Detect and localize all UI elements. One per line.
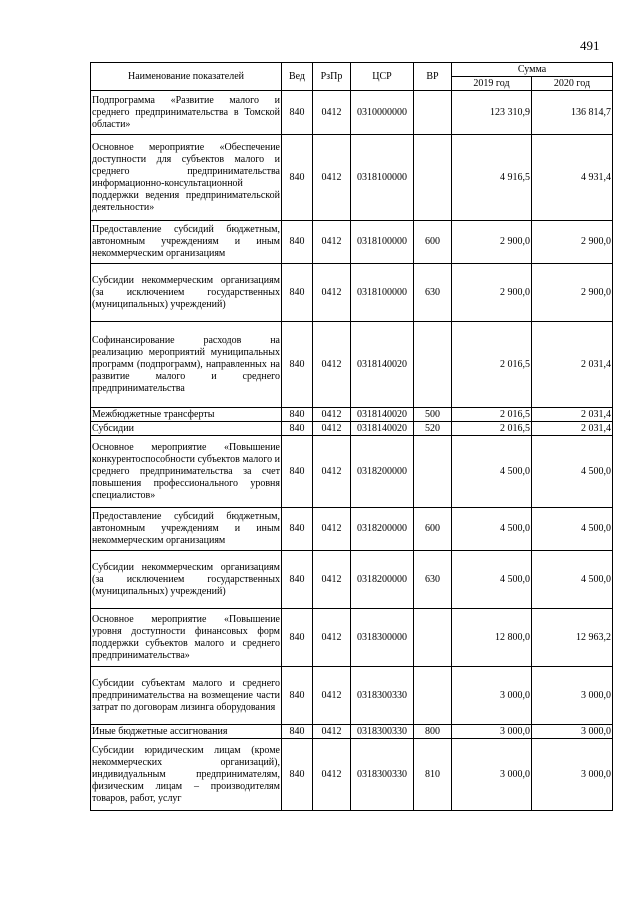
row-rzpr: 0412 <box>313 135 351 221</box>
row-ved: 840 <box>282 508 313 551</box>
table-row <box>91 221 613 264</box>
row-amount-2020: 4 931,4 <box>532 135 613 221</box>
table-row <box>91 436 613 508</box>
table-row <box>91 551 613 609</box>
row-rzpr: 0412 <box>313 551 351 609</box>
row-rzpr: 0412 <box>313 508 351 551</box>
row-amount-2020: 4 500,0 <box>532 436 613 508</box>
table-row <box>91 422 613 436</box>
row-csr: 0318140020 <box>351 322 414 408</box>
table-row <box>91 264 613 322</box>
table-row <box>91 725 613 739</box>
table-row <box>91 739 613 811</box>
row-amount-2019: 3 000,0 <box>452 739 532 811</box>
header-rzpr: РзПр <box>313 63 351 91</box>
header-2019: 2019 год <box>452 77 532 91</box>
row-csr: 0318300330 <box>351 739 414 811</box>
row-vr <box>414 91 452 135</box>
row-rzpr: 0412 <box>313 739 351 811</box>
row-rzpr: 0412 <box>313 91 351 135</box>
row-amount-2020: 3 000,0 <box>532 739 613 811</box>
row-vr: 800 <box>414 725 452 739</box>
table-row <box>91 408 613 422</box>
row-amount-2019: 2 016,5 <box>452 422 532 436</box>
row-name: Межбюджетные трансферты <box>91 408 282 422</box>
row-name: Основное мероприятие «Повышение конкурентоспособности субъектов малого и среднего предпринимательства за счет повышения профессионального уровня специалистов» <box>91 436 282 508</box>
row-amount-2019: 4 500,0 <box>452 508 532 551</box>
row-ved: 840 <box>282 221 313 264</box>
row-ved: 840 <box>282 667 313 725</box>
row-amount-2019: 4 500,0 <box>452 551 532 609</box>
row-vr <box>414 135 452 221</box>
row-rzpr: 0412 <box>313 609 351 667</box>
row-csr: 0318300330 <box>351 725 414 739</box>
row-csr: 0318100000 <box>351 264 414 322</box>
row-vr: 600 <box>414 221 452 264</box>
row-vr: 630 <box>414 551 452 609</box>
row-amount-2019: 2 900,0 <box>452 264 532 322</box>
row-name: Основное мероприятие «Повышение уровня доступности финансовых форм поддержки субъектов малого и среднего предпринимательства» <box>91 609 282 667</box>
row-amount-2019: 3 000,0 <box>452 725 532 739</box>
table-row <box>91 508 613 551</box>
row-amount-2019: 2 016,5 <box>452 322 532 408</box>
row-vr <box>414 609 452 667</box>
row-amount-2020: 2 900,0 <box>532 264 613 322</box>
row-amount-2020: 2 900,0 <box>532 221 613 264</box>
row-ved: 840 <box>282 422 313 436</box>
header-2020: 2020 год <box>532 77 613 91</box>
row-csr: 0310000000 <box>351 91 414 135</box>
row-rzpr: 0412 <box>313 221 351 264</box>
row-ved: 840 <box>282 436 313 508</box>
row-csr: 0318300330 <box>351 667 414 725</box>
row-amount-2020: 136 814,7 <box>532 91 613 135</box>
row-amount-2020: 4 500,0 <box>532 551 613 609</box>
budget-table <box>90 62 613 811</box>
row-name: Предоставление субсидий бюджетным, автономным учреждениям и иным некоммерческим организациям <box>91 221 282 264</box>
header-ved: Вед <box>282 63 313 91</box>
row-vr: 600 <box>414 508 452 551</box>
page-number: 491 <box>580 38 600 53</box>
row-name: Субсидии юридическим лицам (кроме некоммерческих организаций), индивидуальным предпринимателям, физическим лицам – производителям товаров, работ, услуг <box>91 739 282 811</box>
row-ved: 840 <box>282 739 313 811</box>
row-amount-2019: 2 016,5 <box>452 408 532 422</box>
table-body <box>91 91 613 811</box>
header-name: Наименование показателей <box>91 63 282 91</box>
row-name: Иные бюджетные ассигнования <box>91 725 282 739</box>
row-amount-2019: 4 916,5 <box>452 135 532 221</box>
row-ved: 840 <box>282 609 313 667</box>
row-amount-2019: 3 000,0 <box>452 667 532 725</box>
row-name: Субсидии некоммерческим организациям (за исключением государственных (муниципальных) учреждений) <box>91 264 282 322</box>
row-name: Подпрограмма «Развитие малого и среднего предпринимательства в Томской области» <box>91 91 282 135</box>
row-vr <box>414 322 452 408</box>
row-amount-2020: 4 500,0 <box>532 508 613 551</box>
row-amount-2020: 2 031,4 <box>532 422 613 436</box>
row-csr: 0318300000 <box>351 609 414 667</box>
row-name: Субсидии субъектам малого и среднего предпринимательства на возмещение части затрат по договорам лизинга оборудования <box>91 667 282 725</box>
row-amount-2020: 2 031,4 <box>532 408 613 422</box>
row-csr: 0318140020 <box>351 408 414 422</box>
row-vr <box>414 667 452 725</box>
row-amount-2019: 2 900,0 <box>452 221 532 264</box>
row-amount-2020: 12 963,2 <box>532 609 613 667</box>
table-row <box>91 322 613 408</box>
row-vr: 630 <box>414 264 452 322</box>
row-ved: 840 <box>282 551 313 609</box>
row-name: Основное мероприятие «Обеспечение доступности для субъектов малого и среднего предпринимательства информационно-консультационной поддержки ведения предпринимательской деятельности» <box>91 135 282 221</box>
row-name: Субсидии <box>91 422 282 436</box>
row-amount-2019: 12 800,0 <box>452 609 532 667</box>
row-vr: 500 <box>414 408 452 422</box>
row-rzpr: 0412 <box>313 264 351 322</box>
row-ved: 840 <box>282 135 313 221</box>
table-row <box>91 91 613 135</box>
header-sum: Сумма <box>452 63 613 77</box>
header-csr: ЦСР <box>351 63 414 91</box>
row-amount-2020: 3 000,0 <box>532 725 613 739</box>
row-name: Предоставление субсидий бюджетным, автономным учреждениям и иным некоммерческим организациям <box>91 508 282 551</box>
row-rzpr: 0412 <box>313 725 351 739</box>
row-ved: 840 <box>282 264 313 322</box>
row-csr: 0318100000 <box>351 135 414 221</box>
row-rzpr: 0412 <box>313 436 351 508</box>
row-ved: 840 <box>282 322 313 408</box>
row-rzpr: 0412 <box>313 422 351 436</box>
row-name: Софинансирование расходов на реализацию мероприятий муниципальных программ (подпрограмм), направленных на развитие малого и среднего предпринимательства <box>91 322 282 408</box>
table-row <box>91 667 613 725</box>
row-csr: 0318140020 <box>351 422 414 436</box>
row-vr <box>414 436 452 508</box>
row-amount-2019: 4 500,0 <box>452 436 532 508</box>
header-vr: ВР <box>414 63 452 91</box>
row-vr: 810 <box>414 739 452 811</box>
table-row <box>91 135 613 221</box>
row-amount-2019: 123 310,9 <box>452 91 532 135</box>
row-csr: 0318200000 <box>351 436 414 508</box>
row-vr: 520 <box>414 422 452 436</box>
row-ved: 840 <box>282 725 313 739</box>
row-rzpr: 0412 <box>313 667 351 725</box>
row-csr: 0318100000 <box>351 221 414 264</box>
row-name: Субсидии некоммерческим организациям (за исключением государственных (муниципальных) учреждений) <box>91 551 282 609</box>
row-csr: 0318200000 <box>351 551 414 609</box>
row-csr: 0318200000 <box>351 508 414 551</box>
table-header <box>91 63 613 91</box>
row-ved: 840 <box>282 91 313 135</box>
row-amount-2020: 2 031,4 <box>532 322 613 408</box>
row-ved: 840 <box>282 408 313 422</box>
row-rzpr: 0412 <box>313 322 351 408</box>
row-rzpr: 0412 <box>313 408 351 422</box>
row-amount-2020: 3 000,0 <box>532 667 613 725</box>
table-row <box>91 609 613 667</box>
